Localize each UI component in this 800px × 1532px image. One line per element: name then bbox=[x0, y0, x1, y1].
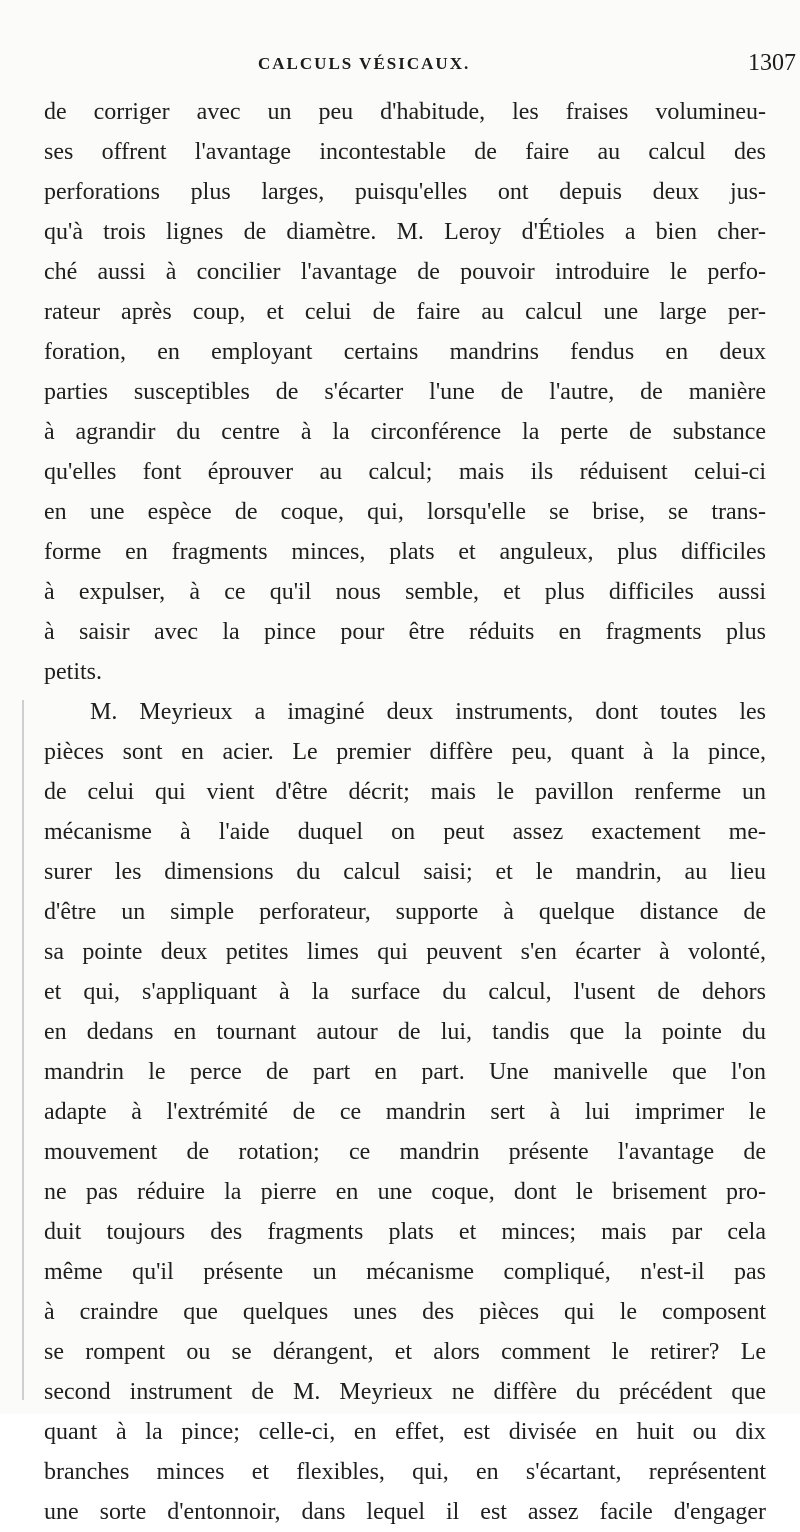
paragraph-start-line: M. Meyrieux a imaginé deux instruments, dont toutes les bbox=[90, 699, 766, 725]
running-title: CALCULS VÉSICAUX. bbox=[258, 54, 471, 73]
running-head bbox=[0, 50, 800, 84]
text-line: sa pointe deux petites limes qui peuvent s'en écarter à volonté, bbox=[44, 939, 766, 965]
text-line: ne pas réduire la pierre en une coque, dont le brisement pro- bbox=[44, 1179, 766, 1205]
text-line: qu'à trois lignes de diamètre. M. Leroy d'Étioles a bien cher- bbox=[44, 219, 766, 245]
page-number: 1307 bbox=[748, 50, 796, 76]
text-line: en une espèce de coque, qui, lorsqu'elle se brise, se trans- bbox=[44, 499, 766, 525]
text-line: duit toujours des fragments plats et minces; mais par cela bbox=[44, 1219, 766, 1245]
text-line: pièces sont en acier. Le premier diffère peu, quant à la pince, bbox=[44, 739, 766, 765]
text-line: quant à la pince; celle-ci, en effet, est divisée en huit ou dix bbox=[44, 1419, 766, 1445]
text-line: rateur après coup, et celui de faire au calcul une large per- bbox=[44, 299, 766, 325]
text-line: en dedans en tournant autour de lui, tandis que la pointe du bbox=[44, 1019, 766, 1045]
text-line: et qui, s'appliquant à la surface du calcul, l'usent de dehors bbox=[44, 979, 766, 1005]
page-edge-shadow bbox=[22, 700, 24, 1400]
text-line: foration, en employant certains mandrins fendus en deux bbox=[44, 339, 766, 365]
text-line: à expulser, à ce qu'il nous semble, et plus difficiles aussi bbox=[44, 579, 766, 605]
text-line: qu'elles font éprouver au calcul; mais ils réduisent celui-ci bbox=[44, 459, 766, 485]
text-line: ché aussi à concilier l'avantage de pouvoir introduire le perfo- bbox=[44, 259, 766, 285]
text-line: une sorte d'entonnoir, dans lequel il est assez facile d'engager bbox=[44, 1499, 766, 1525]
text-line: à craindre que quelques unes des pièces qui le composent bbox=[44, 1299, 766, 1325]
text-line: adapte à l'extrémité de ce mandrin sert à lui imprimer le bbox=[44, 1099, 766, 1125]
paragraph-end-line: petits. bbox=[44, 659, 102, 685]
text-line: parties susceptibles de s'écarter l'une de l'autre, de manière bbox=[44, 379, 766, 405]
text-line: ses offrent l'avantage incontestable de faire au calcul des bbox=[44, 139, 766, 165]
text-line: second instrument de M. Meyrieux ne diffère du précédent que bbox=[44, 1379, 766, 1405]
text-line: se rompent ou se dérangent, et alors comment le retirer? Le bbox=[44, 1339, 766, 1365]
text-line: d'être un simple perforateur, supporte à quelque distance de bbox=[44, 899, 766, 925]
text-line: à saisir avec la pince pour être réduits en fragments plus bbox=[44, 619, 766, 645]
text-line: de corriger avec un peu d'habitude, les fraises volumineu- bbox=[44, 99, 766, 125]
text-line: même qu'il présente un mécanisme compliqué, n'est-il pas bbox=[44, 1259, 766, 1285]
text-line: branches minces et flexibles, qui, en s'écartant, représentent bbox=[44, 1459, 766, 1485]
text-line: à agrandir du centre à la circonférence la perte de substance bbox=[44, 419, 766, 445]
body-text bbox=[44, 92, 766, 1532]
text-line: forme en fragments minces, plats et anguleux, plus difficiles bbox=[44, 539, 766, 565]
text-line: surer les dimensions du calcul saisi; et le mandrin, au lieu bbox=[44, 859, 766, 885]
text-line: de celui qui vient d'être décrit; mais le pavillon renferme un bbox=[44, 779, 766, 805]
text-line: mouvement de rotation; ce mandrin présente l'avantage de bbox=[44, 1139, 766, 1165]
text-line: mandrin le perce de part en part. Une manivelle que l'on bbox=[44, 1059, 766, 1085]
text-line: perforations plus larges, puisqu'elles ont depuis deux jus- bbox=[44, 179, 766, 205]
text-line: mécanisme à l'aide duquel on peut assez exactement me- bbox=[44, 819, 766, 845]
